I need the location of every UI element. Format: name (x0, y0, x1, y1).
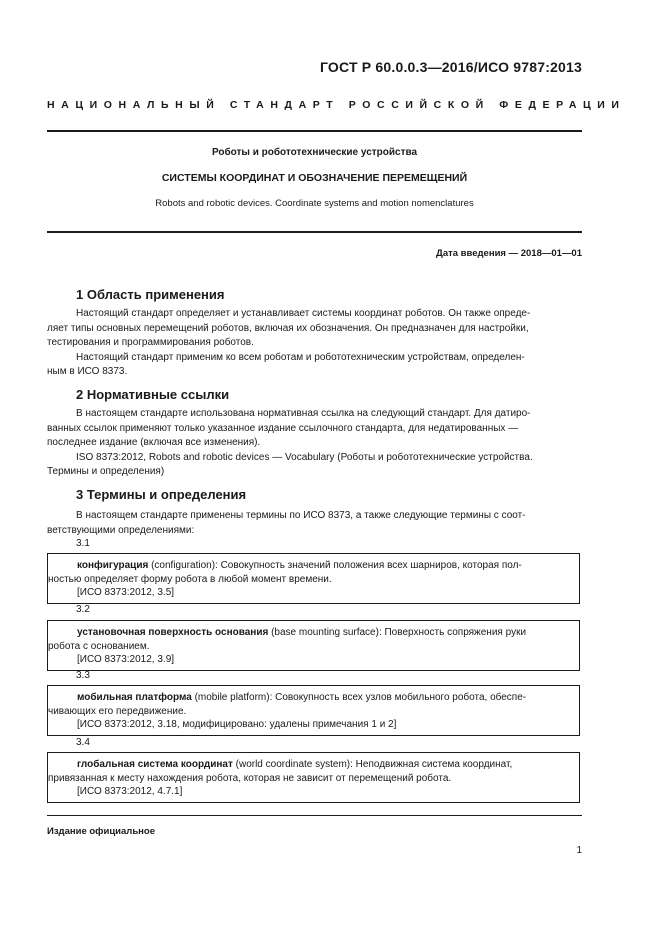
term-number: 3.1 (76, 538, 90, 549)
term-box-world-coordinate-system (47, 752, 580, 803)
term-definition: (configuration): Совокупность значений положения всех шарниров, которая пол- (148, 560, 522, 571)
text-line: Термины и определения) (47, 466, 165, 477)
term-number: 3.4 (76, 737, 90, 748)
term-source: [ИСО 8373:2012, 3.18, модифицировано: удалены примечания 1 и 2] (77, 719, 397, 730)
text-line: В настоящем стандарте применены термины по ИСО 8373, а также следующие термины с соот- (76, 510, 526, 521)
term-number: 3.3 (76, 670, 90, 681)
term-definition-line (48, 758, 579, 772)
introduction-date: Дата введения — 2018—01—01 (436, 248, 582, 259)
text-line: ISO 8373:2012, Robots and robotic devices — Vocabulary (Роботы и робототехнические устройства. (76, 451, 533, 463)
document-title: СИСТЕМЫ КООРДИНАТ И ОБОЗНАЧЕНИЕ ПЕРЕМЕЩЕНИЙ (161, 172, 468, 184)
official-edition-label: Издание официальное (47, 826, 155, 837)
term-source: [ИСО 8373:2012, 4.7.1] (77, 786, 183, 797)
term-box-configuration (47, 553, 580, 604)
section-1-text (47, 307, 582, 380)
section-3-heading: 3 Термины и определения (76, 487, 247, 502)
term-name: глобальная система координат (77, 759, 233, 770)
text-line: ным в ИСО 8373. (47, 366, 128, 377)
title-divider (47, 231, 582, 233)
english-title: Robots and robotic devices. Coordinate systems and motion nomenclatures (155, 198, 474, 209)
text-line: последнее издание (включая все изменения). (47, 437, 261, 448)
term-definition-line: ностью определяет форму робота в любой момент времени. (48, 573, 332, 585)
term-definition: (mobile platform): Совокупность всех узлов мобильного робота, обеспе- (191, 692, 527, 703)
page-number: 1 (576, 845, 582, 856)
term-definition-line (48, 691, 579, 705)
term-box-base-mounting-surface (47, 620, 580, 671)
text-line: тестирования и программирования роботов. (47, 337, 254, 348)
top-divider (47, 130, 582, 132)
section-2-heading: 2 Нормативные ссылки (76, 387, 230, 402)
text-line: ванных ссылок применяют только указанное издание ссылочного стандарта, для недатированных — (47, 422, 519, 434)
term-definition-line: робота с основанием. (48, 640, 150, 652)
section-3-text (47, 509, 582, 538)
section-1-heading: 1 Область применения (76, 287, 225, 302)
term-box-mobile-platform (47, 685, 580, 736)
term-definition: (world coordinate system): Неподвижная система координат, (232, 759, 513, 770)
text-line: Настоящий стандарт применим ко всем роботам и робототехническим устройствам, определен- (76, 351, 525, 363)
term-definition-line (48, 559, 579, 573)
term-name: мобильная платформа (77, 692, 192, 703)
term-definition-line: привязанная к месту нахождения робота, которая не зависит от перемещений робота. (48, 772, 452, 784)
term-name: конфигурация (77, 560, 149, 571)
term-source: [ИСО 8373:2012, 3.5] (77, 587, 175, 598)
text-line: ветствующими определениями: (47, 524, 195, 536)
section-2-text (47, 407, 582, 480)
document-subtitle: Роботы и робототехнические устройства (211, 147, 418, 158)
text-line: В настоящем стандарте использована нормативная ссылка на следующий стандарт. Для датиро- (76, 408, 531, 419)
term-name: установочная поверхность основания (77, 627, 269, 638)
text-line: ляет типы основных перемещений роботов, включая их обозначения. Он предназначен для настройки, (47, 322, 529, 334)
footer-divider (47, 815, 582, 816)
term-number: 3.2 (76, 604, 90, 615)
term-source: [ИСО 8373:2012, 3.9] (77, 654, 175, 665)
document-code: ГОСТ Р 60.0.0.3—2016/ИСО 9787:2013 (319, 59, 582, 75)
term-definition-line (48, 626, 579, 640)
term-definition-line: чивающих его передвижение. (48, 705, 187, 717)
term-definition: (base mounting surface): Поверхность сопряжения руки (268, 627, 527, 638)
national-standard-heading: НАЦИОНАЛЬНЫЙ СТАНДАРТ РОССИЙСКОЙ ФЕДЕРАЦИИ (47, 99, 626, 111)
text-line: Настоящий стандарт определяет и устанавливает системы координат роботов. Он также опреде- (76, 308, 531, 319)
